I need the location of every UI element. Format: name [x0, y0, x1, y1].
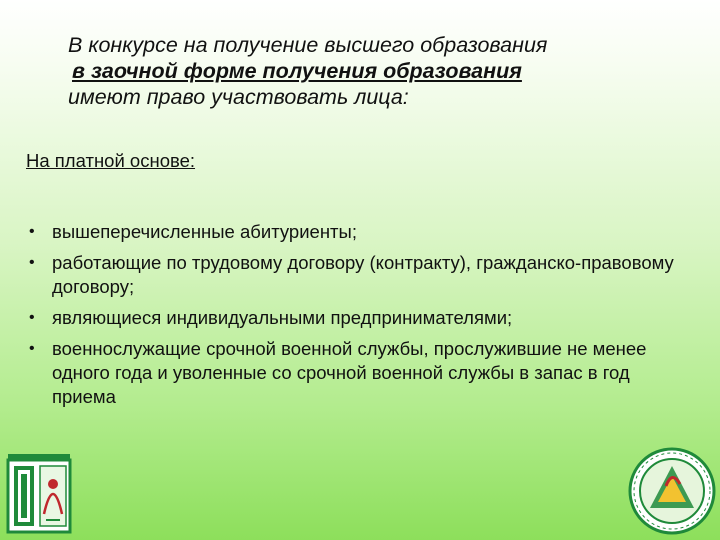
list-item-text: военнослужащие срочной военной службы, прослужившие не менее одного года и уволенные со срочной военной службы в запас в год приема — [52, 338, 647, 407]
list-item-text: являющиеся индивидуальными предпринимателями; — [52, 307, 513, 328]
title-line-2: в заочной форме получения образования — [72, 59, 522, 83]
list-item — [26, 220, 696, 244]
university-emblem-icon — [6, 454, 72, 534]
slide-title — [68, 32, 708, 110]
list-item — [26, 251, 696, 299]
bullet-icon: • — [29, 340, 35, 357]
list-item — [26, 306, 696, 330]
bullet-list — [26, 220, 696, 416]
list-item-text: вышеперечисленные абитуриенты; — [52, 221, 357, 242]
bullet-icon: • — [29, 309, 35, 326]
round-seal-icon — [628, 446, 716, 536]
title-line-3: имеют право участвовать лица: — [68, 85, 409, 109]
list-item — [26, 337, 696, 409]
bullet-icon: • — [29, 254, 35, 271]
bullet-icon: • — [29, 223, 35, 240]
list-item-text: работающие по трудовому договору (контракту), гражданско-правовому договору; — [52, 252, 674, 297]
title-line-1: В конкурсе на получение высшего образования — [68, 33, 548, 57]
subheading: На платной основе: — [26, 150, 196, 171]
